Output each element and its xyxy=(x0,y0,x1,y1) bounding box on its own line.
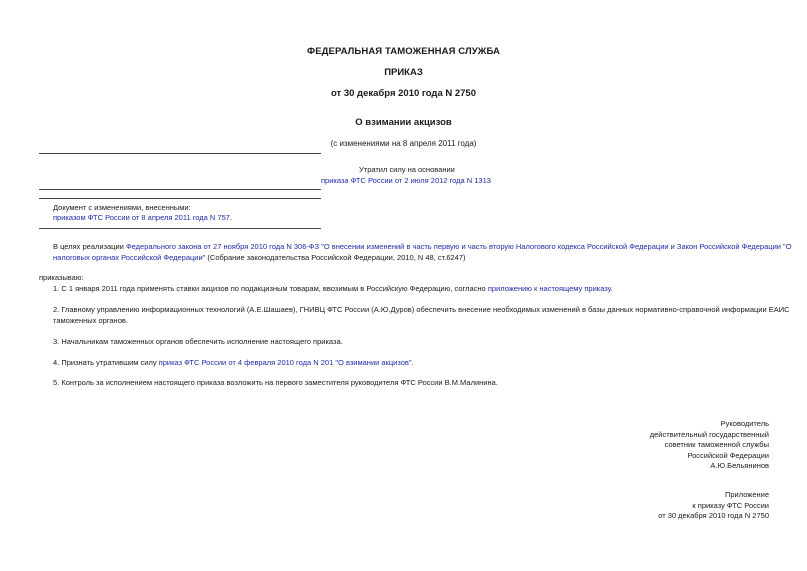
signature-line: действительный государственный xyxy=(649,429,769,439)
amendments-label: Документ с изменениями, внесенными: xyxy=(53,203,191,212)
appendix-link[interactable]: приложению к настоящему приказу xyxy=(487,284,611,293)
preamble-text: В целях реализации xyxy=(53,242,126,251)
order-item-5: 5. Контроль за исполнением настоящего приказа возложить на первого заместителя руководителя ФТС России В.М.Малинина. xyxy=(53,378,498,387)
divider xyxy=(39,228,321,229)
signature-name: А.Ю.Бельянинов xyxy=(710,461,769,470)
agency-title: ФЕДЕРАЛЬНАЯ ТАМОЖЕННАЯ СЛУЖБА xyxy=(307,46,500,57)
signature-line: советник таможенной службы xyxy=(664,440,769,449)
order-item-2: 2. Главному управлению информационных технологий (А.Е.Шашаев), ГНИВЦ ФТС России (А.Ю.Дуров) обеспечить внесение необходимых изменений в базы данных нормативно-справочной информации ЕАИС таможенных органов. xyxy=(53,305,790,325)
divider xyxy=(39,198,321,199)
invalidation-link[interactable]: приказа ФТС России от 2 июля 2012 года N 1313 xyxy=(321,176,491,185)
signature-line: Руководитель xyxy=(720,419,769,428)
preamble-source: (Собрание законодательства Российской Федерации, 2010, N 48, ст.6247) xyxy=(205,253,466,262)
divider xyxy=(39,189,321,190)
doc-date-line: от 30 декабря 2010 года N 2750 xyxy=(330,88,476,99)
amendments-line xyxy=(53,213,232,223)
invalidation-text: Утратил силу на основании xyxy=(359,165,455,174)
divider xyxy=(39,153,321,154)
item-1-text: 1. С 1 января 2011 года применять ставки акцизов по подакцизным товарам, ввозимым в Российскую Федерацию, согласно xyxy=(53,284,488,293)
doc-subject: О взимании акцизов xyxy=(355,117,452,128)
order-item-1: 1. С 1 января 2011 года применять ставки акцизов по подакцизным товарам, ввозимым в Российскую Федерацию, согласно приложению к настоящему приказу. xyxy=(53,284,613,293)
item-4-text: 4. Признать утратившим силу xyxy=(53,358,159,367)
changes-note: (с изменениями на 8 апреля 2011 года) xyxy=(330,139,477,148)
preamble-paragraph xyxy=(39,241,801,263)
signature-line: Российской Федерации xyxy=(687,450,769,460)
signature-block xyxy=(650,419,769,472)
order-item-3: 3. Начальникам таможенных органов обеспечить исполнение настоящего приказа. xyxy=(53,337,343,346)
appendix-block xyxy=(658,490,769,522)
repealed-order-link[interactable]: приказ ФТС России от 4 февраля 2010 года N 201 "О взимании акцизов" xyxy=(158,358,412,367)
appendix-line: Приложение xyxy=(725,490,769,499)
appendix-line: от 30 декабря 2010 года N 2750 xyxy=(658,511,769,520)
amendments-suffix: . xyxy=(229,213,233,222)
amendments-link[interactable]: приказом ФТС России от 8 апреля 2011 года N 757 xyxy=(53,213,230,222)
doc-type-title: ПРИКАЗ xyxy=(384,67,423,78)
law-link[interactable]: Федерального закона от 27 ноября 2010 года N 306-ФЗ "О внесении изменений в часть первую и часть вторую Налогового кодекса Российской Федерации и Закон Российской Федерации "О налоговых органах Российской Федерации" xyxy=(53,242,792,262)
order-word: приказываю: xyxy=(39,273,84,282)
appendix-line: к приказу ФТС России xyxy=(692,500,769,510)
order-item-4: 4. Признать утратившим силу приказ ФТС России от 4 февраля 2010 года N 201 "О взимании акцизов". xyxy=(53,358,414,367)
